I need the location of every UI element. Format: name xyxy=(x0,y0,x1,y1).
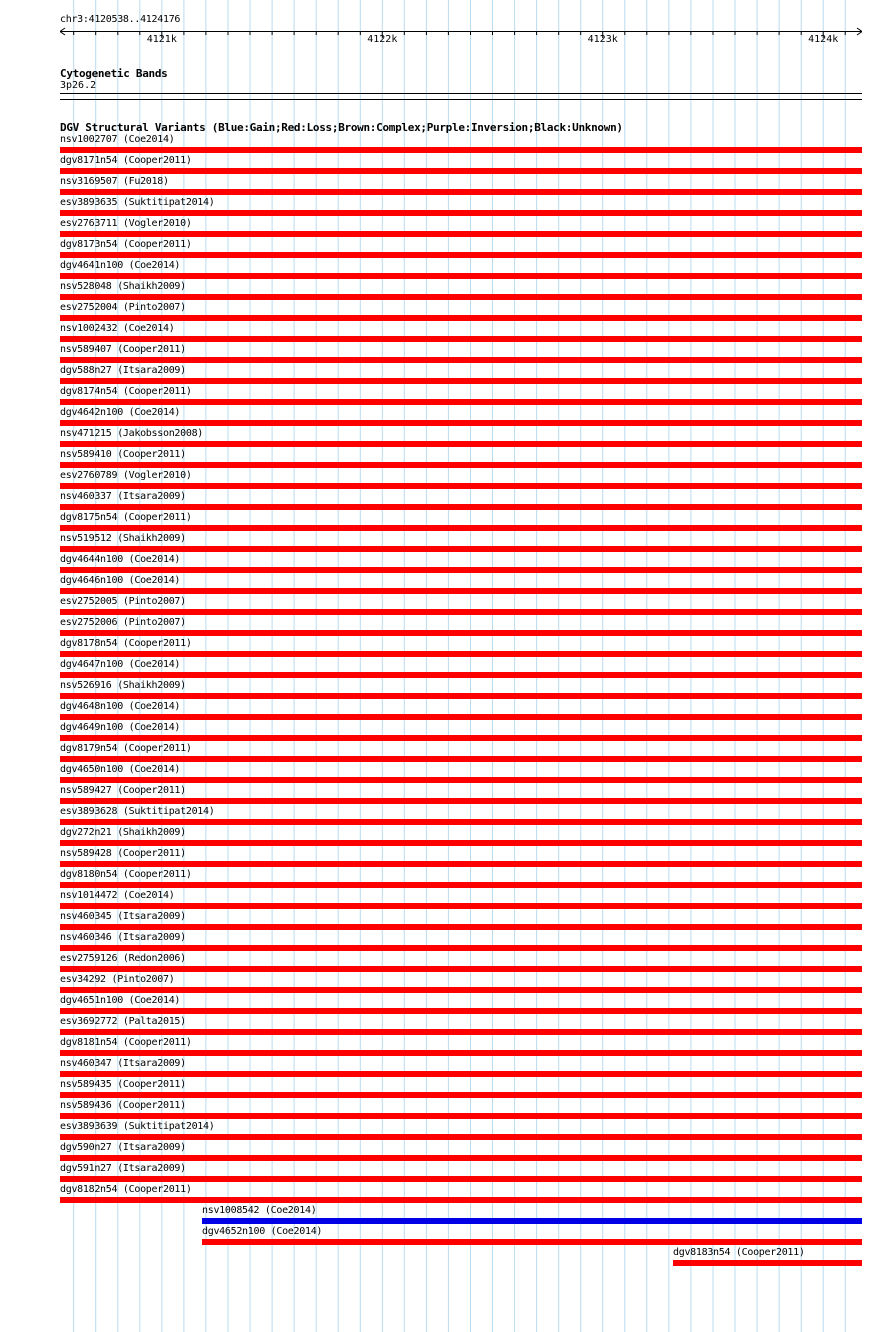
ruler-tick-label: 4121k xyxy=(146,34,177,45)
variant-label[interactable]: dgv588n27 (Itsara2009) xyxy=(60,365,186,376)
variant-label[interactable]: nsv1008542 (Coe2014) xyxy=(202,1205,317,1216)
variant-label[interactable]: dgv8174n54 (Cooper2011) xyxy=(60,386,192,397)
variant-bar-loss[interactable] xyxy=(60,1155,862,1161)
variant-label[interactable]: nsv528048 (Shaikh2009) xyxy=(60,281,186,292)
variant-label[interactable]: dgv590n27 (Itsara2009) xyxy=(60,1142,186,1153)
variant-label[interactable]: dgv8175n54 (Cooper2011) xyxy=(60,512,192,523)
variant-label[interactable]: esv3893628 (Suktitipat2014) xyxy=(60,806,215,817)
variant-bar-loss[interactable] xyxy=(60,777,862,783)
variant-label[interactable]: nsv589407 (Cooper2011) xyxy=(60,344,186,355)
variant-label[interactable]: dgv8173n54 (Cooper2011) xyxy=(60,239,192,250)
variant-bar-loss[interactable] xyxy=(60,588,862,594)
variant-bar-loss[interactable] xyxy=(60,1071,862,1077)
variant-bar-loss[interactable] xyxy=(60,1050,862,1056)
cytoband-bottom-line xyxy=(60,99,862,100)
variant-bar-loss[interactable] xyxy=(60,924,862,930)
variant-label[interactable]: dgv8181n54 (Cooper2011) xyxy=(60,1037,192,1048)
variant-label[interactable]: nsv1002432 (Coe2014) xyxy=(60,323,175,334)
variant-label[interactable]: nsv460337 (Itsara2009) xyxy=(60,491,186,502)
variant-label[interactable]: esv3692772 (Palta2015) xyxy=(60,1016,186,1027)
variant-label[interactable]: nsv526916 (Shaikh2009) xyxy=(60,680,186,691)
variant-bar-loss[interactable] xyxy=(673,1260,862,1266)
variant-label[interactable]: dgv8183n54 (Cooper2011) xyxy=(673,1247,805,1258)
variant-bar-loss[interactable] xyxy=(60,504,862,510)
variant-bar-loss[interactable] xyxy=(60,1197,862,1203)
variant-label[interactable]: nsv460345 (Itsara2009) xyxy=(60,911,186,922)
variant-bar-loss[interactable] xyxy=(60,735,862,741)
variant-bar-loss[interactable] xyxy=(60,1134,862,1140)
variant-bar-loss[interactable] xyxy=(60,1176,862,1182)
ruler-tick-label: 4123k xyxy=(587,34,618,45)
variant-label[interactable]: dgv4641n100 (Coe2014) xyxy=(60,260,181,271)
variant-bar-loss[interactable] xyxy=(60,189,862,195)
variant-bar-loss[interactable] xyxy=(60,966,862,972)
variant-label[interactable]: dgv8171n54 (Cooper2011) xyxy=(60,155,192,166)
variant-bar-loss[interactable] xyxy=(60,1113,862,1119)
variant-label[interactable]: nsv589410 (Cooper2011) xyxy=(60,449,186,460)
variant-bar-loss[interactable] xyxy=(60,315,862,321)
variant-bar-loss[interactable] xyxy=(60,231,862,237)
variant-bar-loss[interactable] xyxy=(60,798,862,804)
variant-label[interactable]: dgv8180n54 (Cooper2011) xyxy=(60,869,192,880)
variant-label[interactable]: dgv4646n100 (Coe2014) xyxy=(60,575,181,586)
variant-label[interactable]: nsv460347 (Itsara2009) xyxy=(60,1058,186,1069)
variant-label[interactable]: nsv1014472 (Coe2014) xyxy=(60,890,175,901)
variant-bar-loss[interactable] xyxy=(60,672,862,678)
variant-label[interactable]: nsv519512 (Shaikh2009) xyxy=(60,533,186,544)
variant-bar-loss[interactable] xyxy=(60,630,862,636)
variant-bar-loss[interactable] xyxy=(60,1008,862,1014)
variant-label[interactable]: dgv4642n100 (Coe2014) xyxy=(60,407,181,418)
variant-bar-gain[interactable] xyxy=(202,1218,862,1224)
variant-bar-loss[interactable] xyxy=(60,546,862,552)
variant-bar-loss[interactable] xyxy=(60,399,862,405)
variant-bar-loss[interactable] xyxy=(60,357,862,363)
variant-bar-loss[interactable] xyxy=(60,861,862,867)
variant-bar-loss[interactable] xyxy=(60,840,862,846)
ruler-tick-label: 4122k xyxy=(367,34,398,45)
variant-label[interactable]: dgv4648n100 (Coe2014) xyxy=(60,701,181,712)
variant-label[interactable]: nsv589435 (Cooper2011) xyxy=(60,1079,186,1090)
variant-bar-loss[interactable] xyxy=(60,1029,862,1035)
variant-bar-loss[interactable] xyxy=(60,420,862,426)
variant-bar-loss[interactable] xyxy=(60,651,862,657)
variant-label[interactable]: dgv4644n100 (Coe2014) xyxy=(60,554,181,565)
variant-bar-loss[interactable] xyxy=(60,756,862,762)
cytoband-track-title: Cytogenetic Bands xyxy=(60,67,168,80)
variant-label[interactable]: esv2763711 (Vogler2010) xyxy=(60,218,192,229)
variant-bar-loss[interactable] xyxy=(60,714,862,720)
ruler xyxy=(60,26,862,46)
variant-label[interactable]: nsv589436 (Cooper2011) xyxy=(60,1100,186,1111)
variant-label[interactable]: esv3893639 (Suktitipat2014) xyxy=(60,1121,215,1132)
variant-label[interactable]: esv2752005 (Pinto2007) xyxy=(60,596,186,607)
variant-label[interactable]: esv34292 (Pinto2007) xyxy=(60,974,175,985)
variant-bar-loss[interactable] xyxy=(60,609,862,615)
variant-label[interactable]: nsv3169507 (Fu2018) xyxy=(60,176,169,187)
variant-bar-loss[interactable] xyxy=(60,336,862,342)
variant-bar-loss[interactable] xyxy=(60,168,862,174)
dgv-track-title: DGV Structural Variants (Blue:Gain;Red:Loss;Brown:Complex;Purple:Inversion;Black:Unknown) xyxy=(60,121,623,134)
variant-label[interactable]: dgv4651n100 (Coe2014) xyxy=(60,995,181,1006)
variant-label[interactable]: nsv471215 (Jakobsson2008) xyxy=(60,428,204,439)
variant-bar-loss[interactable] xyxy=(60,294,862,300)
variant-label[interactable]: nsv460346 (Itsara2009) xyxy=(60,932,186,943)
variant-label[interactable]: dgv8179n54 (Cooper2011) xyxy=(60,743,192,754)
variant-label[interactable]: esv2752006 (Pinto2007) xyxy=(60,617,186,628)
variant-label[interactable]: esv2759126 (Redon2006) xyxy=(60,953,186,964)
variant-label[interactable]: nsv589427 (Cooper2011) xyxy=(60,785,186,796)
variant-bar-loss[interactable] xyxy=(60,147,862,153)
ruler-tick-label: 4124k xyxy=(808,34,839,45)
variant-label[interactable]: dgv8182n54 (Cooper2011) xyxy=(60,1184,192,1195)
variant-bar-loss[interactable] xyxy=(60,462,862,468)
variant-label[interactable]: dgv4652n100 (Coe2014) xyxy=(202,1226,323,1237)
variant-bar-loss[interactable] xyxy=(60,819,862,825)
variant-bar-loss[interactable] xyxy=(60,525,862,531)
variant-label[interactable]: esv2760789 (Vogler2010) xyxy=(60,470,192,481)
variant-bar-loss[interactable] xyxy=(60,441,862,447)
variant-bar-loss[interactable] xyxy=(60,1092,862,1098)
variant-label[interactable]: dgv4650n100 (Coe2014) xyxy=(60,764,181,775)
variant-label[interactable]: dgv4649n100 (Coe2014) xyxy=(60,722,181,733)
variant-label[interactable]: esv3893635 (Suktitipat2014) xyxy=(60,197,215,208)
cytoband-top-line xyxy=(60,93,862,94)
variant-bar-loss[interactable] xyxy=(60,567,862,573)
variant-label[interactable]: esv2752004 (Pinto2007) xyxy=(60,302,186,313)
variant-bar-loss[interactable] xyxy=(60,273,862,279)
variant-bar-loss[interactable] xyxy=(60,693,862,699)
variant-label[interactable]: dgv4647n100 (Coe2014) xyxy=(60,659,181,670)
cytoband-label[interactable]: 3p26.2 xyxy=(60,80,97,91)
variant-label[interactable]: dgv272n21 (Shaikh2009) xyxy=(60,827,186,838)
variant-label[interactable]: dgv591n27 (Itsara2009) xyxy=(60,1163,186,1174)
variant-label[interactable]: nsv1002707 (Coe2014) xyxy=(60,134,175,145)
variant-label[interactable]: dgv8178n54 (Cooper2011) xyxy=(60,638,192,649)
variant-bar-loss[interactable] xyxy=(202,1239,862,1245)
coordinate-range: chr3:4120538..4124176 xyxy=(60,14,181,25)
variant-bar-loss[interactable] xyxy=(60,882,862,888)
variant-bar-loss[interactable] xyxy=(60,483,862,489)
variant-label[interactable]: nsv589428 (Cooper2011) xyxy=(60,848,186,859)
variant-bar-loss[interactable] xyxy=(60,903,862,909)
variant-bar-loss[interactable] xyxy=(60,987,862,993)
variant-bar-loss[interactable] xyxy=(60,945,862,951)
variant-bar-loss[interactable] xyxy=(60,378,862,384)
variant-bar-loss[interactable] xyxy=(60,252,862,258)
variant-bar-loss[interactable] xyxy=(60,210,862,216)
